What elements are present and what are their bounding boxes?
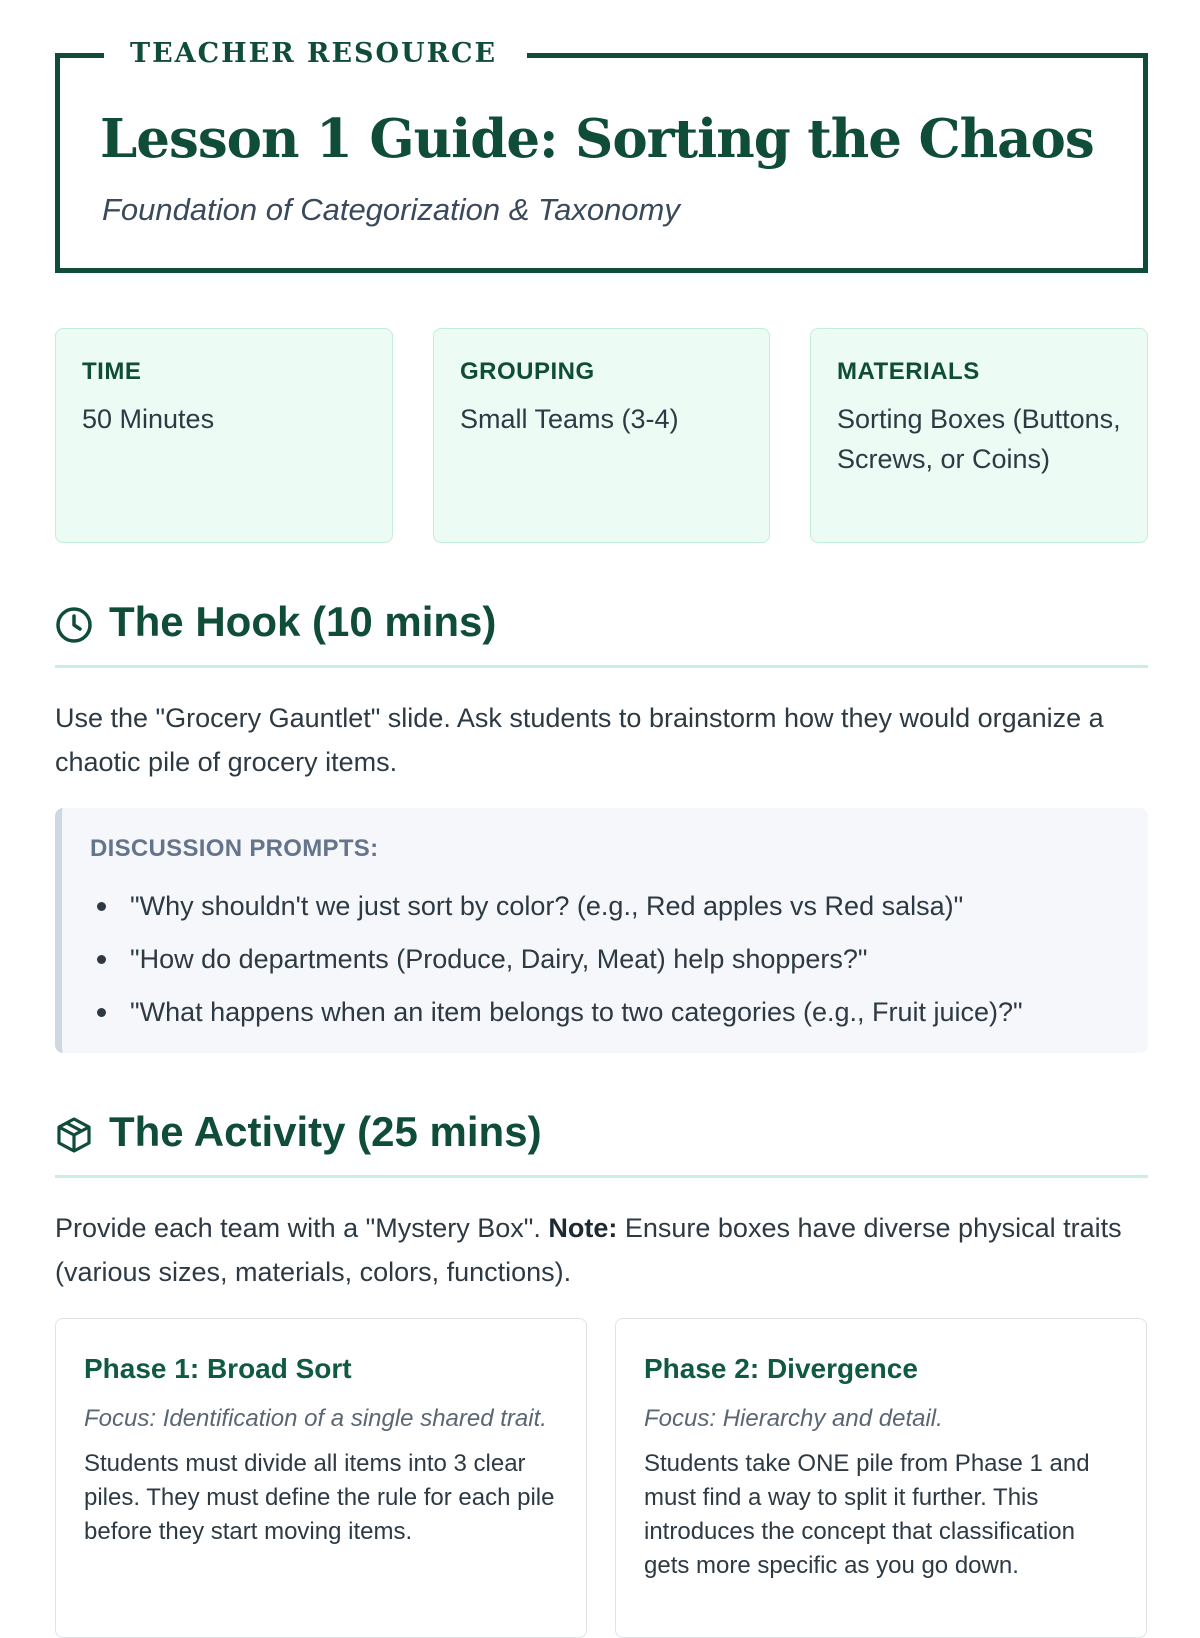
hook-description: Use the "Grocery Gauntlet" slide. Ask students to brainstorm how they would organize a chaotic pile of grocery items. (55, 703, 1104, 777)
phase-card-2 (615, 1318, 1147, 1638)
info-card-value: 50 Minutes (82, 404, 215, 434)
header-tag: TEACHER RESOURCE (104, 36, 527, 72)
info-card-label: GROUPING (460, 358, 595, 385)
activity-description (55, 1206, 1148, 1294)
info-card-label: TIME (82, 358, 142, 385)
activity-text-after: Ensure boxes have diverse physical traits (various sizes, materials, colors, functions). (55, 1213, 1122, 1287)
info-card-time (55, 328, 393, 543)
bullet-icon (97, 955, 106, 964)
info-card-materials (810, 328, 1148, 543)
header-box (55, 38, 1148, 273)
phase-focus: Focus: Identification of a single shared trait. (84, 1405, 547, 1432)
hook-title: The Hook (10 mins) (109, 598, 497, 645)
activity-section-heading (55, 1108, 1148, 1178)
clock-icon (55, 606, 93, 644)
bullet-icon (97, 1008, 106, 1017)
bullet-icon (97, 902, 106, 911)
page-title: Lesson 1 Guide: Sorting the Chaos (100, 108, 1094, 170)
info-cards (55, 328, 1148, 543)
info-card-grouping (433, 328, 770, 543)
discussion-prompts-list (90, 880, 1118, 1039)
list-item (90, 880, 1118, 933)
phase-title: Phase 1: Broad Sort (84, 1353, 352, 1384)
activity-note-label: Note: (548, 1213, 618, 1243)
page-subtitle: Foundation of Categorization & Taxonomy (102, 192, 680, 227)
info-card-value: Sorting Boxes (Buttons, Screws, or Coins) (837, 404, 1121, 474)
box-icon (55, 1116, 93, 1154)
prompt-text: "What happens when an item belongs to two categories (e.g., Fruit juice)?" (130, 997, 1023, 1027)
phase-description: Students take ONE pile from Phase 1 and must find a way to split it further. This introduces the concept that classification gets more specific as you go down. (644, 1450, 1090, 1579)
activity-title: The Activity (25 mins) (109, 1108, 542, 1155)
activity-text-before: Provide each team with a "Mystery Box". (55, 1213, 549, 1243)
prompt-text: "Why shouldn't we just sort by color? (e.g., Red apples vs Red salsa)" (130, 891, 964, 921)
info-card-label: MATERIALS (837, 358, 980, 385)
phase-card-1 (55, 1318, 587, 1638)
list-item (90, 933, 1118, 986)
info-card-value: Small Teams (3-4) (460, 404, 679, 434)
phase-focus: Focus: Hierarchy and detail. (644, 1405, 943, 1432)
prompt-text: "How do departments (Produce, Dairy, Meat) help shoppers?" (130, 944, 868, 974)
list-item (90, 986, 1118, 1039)
discussion-prompts-callout (55, 808, 1148, 1053)
hook-section-heading (55, 598, 1148, 668)
discussion-prompts-label: DISCUSSION PROMPTS: (90, 835, 379, 862)
phase-title: Phase 2: Divergence (644, 1353, 918, 1384)
phase-description: Students must divide all items into 3 clear piles. They must define the rule for each pile before they start moving items. (84, 1450, 555, 1545)
